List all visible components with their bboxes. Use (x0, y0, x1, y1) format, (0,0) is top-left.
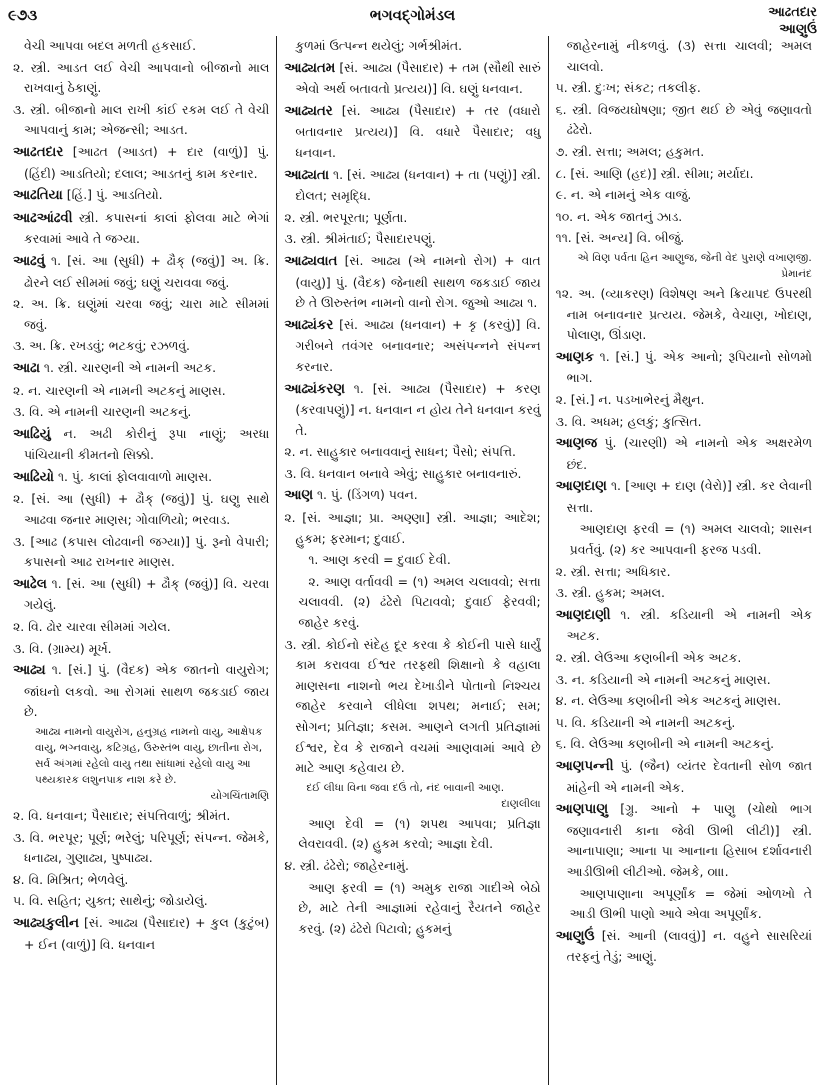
definition-text: ૧. [સં. આઢ્ય (ધનવાન) + તા (પણું)] સ્ત્રી. દોલત; સમૃદ્ધિ. (295, 166, 541, 204)
book-title: ભગવદ્ગોમંડલ (369, 6, 456, 24)
definition-text: ૧. સ્ત્રી. ચારણની એ નામની અટક. (39, 359, 217, 375)
sense-line (284, 635, 540, 779)
sense-line (13, 489, 269, 530)
definition-text: ૧. પું. (ડિંગળ) પવન. (313, 487, 418, 503)
headword: આઢ્યંકરણ (284, 381, 345, 397)
quotation (556, 250, 812, 282)
definition-text: ૫. સ્ત્રી. દુઃખ; સંકટ; તકલીફ. (555, 80, 701, 96)
definition-text: ૨. સ્ત્રી. લેઉઆ કણબીની એક અટક. (555, 650, 742, 666)
sense-line (13, 617, 269, 638)
dictionary-entry (13, 574, 269, 616)
definition-text: ૮. [સં. આણિ (હદ)] સ્ત્રી. સીમા; મર્યાદા. (555, 165, 754, 181)
quotation-text: દઈ લીધા વિના જવા દઉં તો, નંદ બાવાની આણ. (306, 781, 505, 794)
definition-text: ૫. વિ. સહિત; યુક્ત; સાથેનું; જોડાયેલું. (13, 893, 208, 909)
definition-text: ૬. સ્ત્રી. વિજયઘોષણા; જીત થઈ છે એવું જણાવતો ઢંઢેરો. (555, 101, 812, 138)
sense-line (284, 464, 540, 485)
dictionary-entry (284, 251, 540, 314)
definition-text: [સં. આની (લાવવું)] ન. વહુને સાસરિયાં તરફનું તેડું; આણું. (566, 927, 812, 965)
headword: આણપન્ની (555, 759, 614, 774)
sense-line (13, 336, 269, 357)
page-header (0, 0, 825, 36)
dictionary-entry (284, 315, 540, 378)
headword: આણજ (555, 436, 598, 452)
definition-text: ૩. [આઢ (કપાસ લોઢવાની જગ્યા)] પું. રૂનો વેપારી; કપાસનો આઢ રાખનાર માણસ. (13, 533, 270, 570)
dictionary-entry (13, 913, 269, 955)
quotation (13, 724, 269, 804)
quotation-text: એ વિણ પર્વતા હિન આણુજ, જેની વેદ પુરાણે વખાણજી. (577, 251, 812, 264)
dictionary-entry (284, 165, 540, 207)
definition-text: ૩. વિ. ભરપૂર; પૂર્ણ; ભરેલું; પરિપૂર્ણ; સંપન્ન. જેમકે, ધનાઢ્ય, ગુણાઢ્ય, પુષ્પાઢ્ય. (13, 829, 270, 866)
definition-text: ૧૧. [સં. અન્ય] વિ. બીજું. (555, 230, 685, 246)
sense-line (13, 891, 269, 912)
sense-line (13, 100, 269, 141)
definition-text: ૨. [સં. આજ્ઞા; પ્રા. અણ્ણા] સ્ત્રી. આજ્ઞા; આદેશ; હુકમ; ફરમાન; દુવાઈ. (284, 510, 541, 546)
guide-words (768, 4, 817, 38)
headword: આણ (284, 488, 314, 504)
definition-text: [સં. આઢ્ય (એ નામનો રોગ) + વાત (વાયુ)] પું. (વૈદક) જેનાથી સાથળ જકડાઈ જાય છે તે ઊરુસ્તંભ નામનો વાનો રોગ. જુઓ આઢ્ય ૧. (295, 252, 541, 311)
definition-text: આણ દેવી = (૧) શપથ આપવા; પ્રતિજ્ઞા લેવરાવવી. (૨) હુકમ કરવો; આજ્ઞા દેવી. (298, 815, 541, 852)
idiom-line (284, 572, 540, 634)
definition-text: ૧. પું. કાલાં ફોલવાવાળો માણસ. (54, 468, 213, 484)
definition-text: ૧. [સં.] પું. એક આનો; રૂપિયાનો સોળમો ભાગ. (566, 348, 812, 386)
definition-text: ૧. સ્ત્રી. કડિયાની એ નામની એક અટક. (566, 606, 812, 644)
definition-text: ૨. સ્ત્રી. ભરપૂરતા; પૂર્ણતા. (284, 209, 408, 225)
definition-text: ૨. ન. સાહુકાર બનાવવાનું સાધન; પૈસો; સંપત્તિ. (284, 444, 516, 460)
definition-text: [ગ્રુ. આનો + પાણુ (ચોથો ભાગ જણાવનારી કાના જેવી ઊભી લીટી)] સ્ત્રી. આનાપાણા; આના પા આનાના હિસાબ દર્શાવનારી આડીઊભી લીટીઓ. જેમકે, ૦।॥. (566, 801, 812, 879)
headword: આણદાણ (555, 479, 607, 495)
sense-line (556, 734, 812, 755)
headword: આઢ્ય (13, 663, 46, 679)
sense-line (556, 390, 812, 411)
definition-text: ૨. [સં. આ (સુધી) + ઢૌક્ (જવું)] પું. ઘણુ સાથે આઢવા જનાર માણસ; ગોવાળિયો; ભરવાડ. (13, 491, 270, 528)
sense-line (556, 207, 812, 228)
headword: આણપાણુ (555, 802, 609, 818)
column-3 (548, 36, 819, 1085)
headword: આઢિયું (13, 426, 51, 442)
quotation-source: યોગચિંતામણિ (210, 790, 270, 802)
sense-line (556, 78, 812, 99)
sense-line (284, 856, 540, 877)
definition-text: ૪. સ્ત્રી. ઢંઢેરો; જાહેરનામું. (284, 857, 409, 873)
sense-line (13, 639, 269, 660)
quotation-source: પ્રેમાનંદ (781, 267, 812, 280)
definition-text: આણ ફરવી = (૧) અમુક રાજા ગાદીએ બેઠો છે, માટે તેની આજ્ઞામાં રહેવાનું રૈયતને જાહેર કરવું. (૨) ઢંઢેરો પિટાવો; હુકમનું (298, 879, 541, 936)
definition-text: ૨. વિ. ધનવાન; પૈસાદાર; સંપત્તિવાળું; શ્રીમંત. (13, 808, 231, 823)
idiom-line (284, 814, 540, 855)
sense-line (13, 806, 269, 827)
headword: આઢ્યતા (284, 167, 330, 183)
dictionary-entry (556, 605, 812, 647)
definition-text: ૩. ન. કડિયાની એ નામની અટકનું માણસ. (555, 671, 771, 687)
sense-line (284, 508, 540, 549)
headword: આઢ્યકુલીન (13, 915, 79, 931)
dictionary-entry (13, 467, 269, 489)
sense-line (556, 142, 812, 163)
definition-text: જાહેરનામું નીકળવું. (૩) સત્તા ચાલવી; અમલ ચાલવો. (566, 38, 812, 74)
headword: આઢતિયા (13, 188, 63, 204)
sense-line (13, 294, 269, 335)
definition-text: [આઢત (આડત) + દાર (વાળું)] પું. (હિંદી) આડતિયો; દલાલ; આડતનું કામ કરનાર. (24, 143, 270, 181)
dictionary-entry (556, 476, 812, 518)
definition-text: ૧. [સં. આ (સુધી) + ઢૌક્ (જવું)] વિ. ચરવા ગયેલું. (24, 575, 270, 613)
dictionary-entry (284, 101, 540, 164)
definition-text: ૩. વિ. અધમ; હલકું; કુત્સિત. (555, 413, 702, 429)
definition-text: ૧. આણ કરવી = દુવાઈ દેવી. (308, 552, 451, 568)
headword: આઢ્યવાત (284, 253, 338, 269)
headword: આણુઉં (555, 928, 595, 944)
sense-line (284, 36, 540, 57)
definition-text: ૩. અ. ક્રિ. રખડવું; ભટકવું; રઝળવું. (13, 338, 190, 354)
definition-text: ૬. વિ. લેઉઆ કણબીની એ નામની અટકનું. (555, 736, 775, 752)
definition-text: ૪. ન. લેઉઆ કણબીની એક અટકનું માણસ. (555, 693, 782, 709)
guide-word-first: આઢતદાર (768, 5, 817, 20)
definition-text: આણદાણ ફરવી = (૧) અમલ ચાલવો; શાસન પ્રવર્તવું. (૨) કર આપવાની ફરજ પડવી. (569, 521, 812, 558)
sense-line (556, 164, 812, 185)
column-2 (276, 36, 547, 1085)
definition-text: [સં. આઢ્ય (ધનવાન) + કૃ (કરવું)] વિ. ગરીબને તવંગર બનાવનાર; અસંપન્નને સંપન્ન કરનાર. (295, 316, 541, 374)
dictionary-entry (13, 142, 269, 184)
definition-text: ૨. વિ. ઢોર ચારવા સીમમાં ગયેલ. (13, 619, 171, 635)
headword: આણક (555, 349, 594, 365)
sense-line (556, 284, 812, 346)
definition-text: ૧. [સં. આઢ્ય (પૈસાદાર) + કરણ (કરવાપણું)] ન. ધનવાન ન હોય તેને ધનવાન કરવું તે. (295, 380, 541, 438)
headword: આણદાણી (555, 607, 611, 623)
definition-text: [સં. આઢ્ય (પૈસાદાર) + તમ (સૌથી સારું એવો અર્થ બતાવતો પ્રત્યય)] વિ. ઘણું ધનવાન. (295, 59, 541, 97)
headword: આઢવું (13, 253, 46, 269)
definition-text: ન. અઢી કોરીનું રૂપા નાણું; અરધા પાંચિયાની કીમતનો સિક્કો. (24, 425, 270, 463)
idiom-line (556, 519, 812, 560)
definition-text: [સં. આઢ્ય (પૈસાદાર) + કુલ (કુટુંબ) + ઈન (વાળું)] વિ. ધનવાન (24, 914, 270, 952)
idiom-line (556, 884, 812, 925)
headword: આઢા (13, 360, 40, 376)
sense-line (556, 185, 812, 206)
sense-line (556, 562, 812, 583)
dictionary-entry (556, 433, 812, 475)
definition-text: ૧. [સં. આ (સુધી) + ઢૌક્ (જવું)] અ. ક્રિ. ઢોરને લઈ સીમમાં જવું; ઘણું ચરાવવા જવું. (24, 252, 270, 290)
definition-text: ૨. સ્ત્રી. સત્તા; અધિકાર. (555, 563, 671, 579)
dictionary-entry (13, 208, 269, 250)
sense-line (13, 58, 269, 99)
headword: આઢિયો (13, 469, 55, 485)
idiom-line (284, 878, 540, 940)
definition-text: પું. (જૈન) વ્યંતર દેવતાની સોળ જાત માંહેની એ નામની એક. (566, 758, 812, 795)
dictionary-entry (284, 379, 540, 442)
sense-line (284, 229, 540, 250)
sense-line (13, 828, 269, 869)
headword: આઢતદાર (13, 144, 64, 160)
sense-line (556, 691, 812, 712)
page-number: ૯૭૩ (8, 6, 38, 24)
definition-text: ૭. સ્ત્રી. સત્તા; અમલ; હકુમત. (555, 143, 705, 159)
definition-text: કુળમાં ઉત્પન્ન થયેલું; ગર્ભશ્રીમંત. (295, 38, 463, 53)
definition-text: પું. (ચારણી) એ નામનો એક અક્ષરમેળ છંદ. (566, 435, 812, 472)
dictionary-entry (13, 424, 269, 466)
dictionary-entry (13, 251, 269, 293)
sense-line (556, 670, 812, 691)
quotation-source: દાણલીલા (501, 797, 541, 810)
headword: આઢ્યતર (284, 103, 333, 119)
definition-text: ૨. ન. ચારણની એ નામની અટકનું માણસ. (13, 382, 226, 398)
dictionary-entry (556, 756, 812, 798)
definition-text: ૨. આણ વર્તાવવી = (૧) અમલ ચલાવવો; સત્તા ચલાવવી. (૨) ઢંઢેરો પિટાવવો; દુવાઈ ફેરવવી; જાહેર કરવું. (298, 573, 541, 631)
sense-line (284, 442, 540, 463)
dictionary-entry (284, 58, 540, 100)
dictionary-entry (13, 185, 269, 207)
sense-line (556, 412, 812, 433)
definition-text: ૨. સ્ત્રી. આડત લઈ વેચી આપવાનો બીજાનો માલ રાખવાનું ઠેકાણું. (13, 59, 270, 96)
definition-text: ૪. વિ. મિશ્રિત; ભેળવેલું. (13, 871, 129, 887)
headword: આઢ્યંકર (284, 317, 334, 333)
definition-text: ૨. [સં.] ન. પડખાભેરનું મૈથુન. (555, 391, 705, 407)
column-1 (6, 36, 276, 1085)
sense-line (556, 36, 812, 77)
definition-text: ૩. સ્ત્રી. કોઈનો સંદેહ દૂર કરવા કે કોઈની પાસે ધાર્યું કામ કરાવવા ઈશ્વર તરફથી શિક્ષાનો કે વહાલા માણસના નાશનો ભય દેખાડીને પોતાનો નિશ્ચય જાહેર કરવાને લીધેલા શપથ; મનાઈ; સમ; સોગન; પ્રતિજ્ઞા; કસમ. આણને લગતી પ્રતિજ્ઞામાં ઈશ્વર, દેવ કે રાજાને વચમાં આણવામાં આવે છે માટે આણ કહેવાય છે. (284, 636, 541, 776)
sense-line (13, 532, 269, 573)
definition-text: ૧. [સં.] પું. (વૈદક) એક જાતનો વાયુરોગ; જાંઘનો લકવો. આ રોગમાં સાથળ જકડાઈ જાય છે. (24, 662, 270, 720)
sense-line (13, 870, 269, 891)
definition-text: આણપાણાના અપૂર્ણાંક = જેમાં ઓળખો તે આડી ઊભી પાણો આવે એવા અપૂર્ણાંક. (569, 885, 812, 922)
headword: આઢઆંઢવી (13, 210, 73, 226)
dictionary-entry (556, 799, 812, 882)
definition-text: ૩. સ્ત્રી. હુકમ; અમલ. (555, 585, 665, 601)
quotation-text: આઢ્ય નામનો વાયુરોગ, હનુગ્રહ નામનો વાયુ, આક્ષેપક વાયુ, ભગ્નવાયુ, કટિગ્રહ, ઉરુસ્તંભ વાયુ, છાતીના રોગ, સર્વ અંગમાં રહેલો વાયુ તથા સાંધામાં રહેલો વાયુ આ પથ્યકારક લશુનપાક નાશ કરે છે. (35, 726, 263, 786)
definition-text: વેચી આપવા બદલ મળતી હકસાઈ. (24, 38, 197, 53)
definition-text: ૨. અ. ક્રિ. ઘણુંમાં ચરવા જવું; ચારા માટે સીમમાં જવું. (13, 296, 270, 332)
sense-line (556, 100, 812, 141)
quotation (284, 780, 540, 812)
sense-line (13, 381, 269, 402)
definition-text: ૩. સ્ત્રી. શ્રીમંતાઈ; પૈસાદારપણું. (284, 231, 436, 247)
headword: આઢેલ (13, 576, 47, 592)
definition-text: ૧. [આણ + દાણ (વેરો)] સ્ત્રી. કર લેવાની સત્તા. (566, 478, 812, 515)
definition-text: ૩. વિ. ધનવાન બનાવે એવું; સાહુકાર બનાવનારું. (284, 465, 522, 481)
dictionary-entry (13, 358, 269, 380)
sense-line (556, 648, 812, 669)
dictionary-entry (13, 660, 269, 723)
sense-line (13, 36, 269, 57)
dictionary-entry (556, 347, 812, 389)
sense-line (284, 208, 540, 229)
sense-line (556, 583, 812, 604)
definition-text: ૩. વિ. (ગ્રામ્ય) મૂર્ખ. (13, 640, 112, 656)
guide-word-last: આણુઉં (779, 22, 817, 37)
sense-line (13, 402, 269, 423)
dictionary-entry (556, 926, 812, 968)
definition-text: ૧૦. ન. એક જાતનું ઝાડ. (555, 208, 683, 224)
definition-text: ૩. સ્ત્રી. બીજાનો માલ રાખી કાંઈ રકમ લઈ તે વેચી આપવાનું કામ; એજન્સી; આડત. (13, 101, 270, 138)
definition-text: [હિં.] પું. આડતિયો. (62, 187, 163, 203)
dictionary-entry (284, 485, 540, 507)
sense-line (556, 228, 812, 249)
definition-text: ૧૨. અ. (વ્યાકરણ) વિશેષણ અને ક્રિયાપદ ઉપરથી નામ બનાવનાર પ્રત્યય. જેમકે, વેચાણ, ખોદાણ, પોલાણ, ઊંડાણ. (555, 285, 812, 343)
definition-text: ૫. વિ. કડિયાની એ નામની અટકનું. (555, 714, 736, 730)
sense-line (556, 713, 812, 734)
dictionary-columns (6, 36, 819, 1085)
definition-text: સ્ત્રી. કપાસનાં કાલાં ફોલવા માટે ભેગાં કરવામાં આવે તે જગ્યા. (24, 209, 270, 247)
headword: આઢ્યતમ (284, 60, 336, 76)
definition-text: ૯. ન. એ નામનું એક વાજું. (555, 187, 692, 203)
definition-text: ૩. વિ. એ નામની ચારણની અટકનું. (13, 404, 192, 420)
definition-text: [સં. આઢ્ય (પૈસાદાર) + તર (વધારો બતાવનાર પ્રત્યય)] વિ. વધારે પૈસાદાર; વધુ ધનવાન. (295, 102, 541, 160)
idiom-line (284, 550, 540, 571)
